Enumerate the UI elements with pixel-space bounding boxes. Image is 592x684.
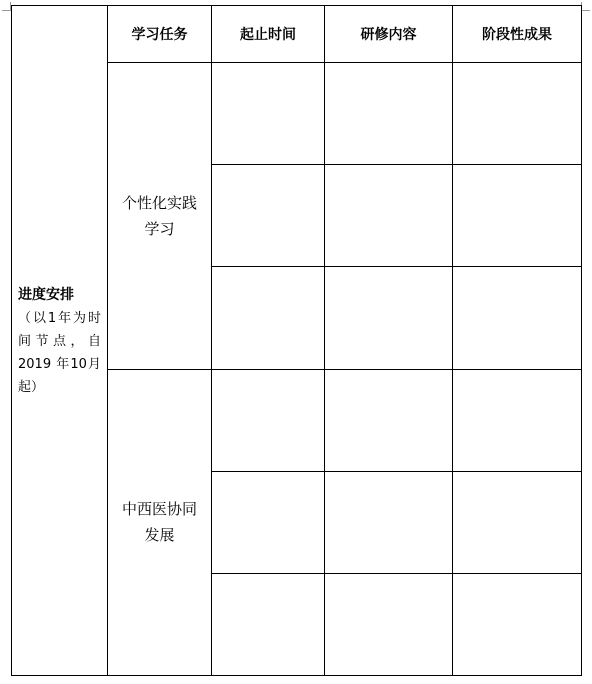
task-label: 个性化实践学习 (121, 193, 197, 238)
result-cell[interactable] (453, 369, 582, 471)
content-cell[interactable] (325, 369, 453, 471)
task-label: 中西医协同发展 (121, 500, 197, 545)
page-corner-mark (2, 2, 11, 11)
header-content: 研修内容 (325, 6, 453, 63)
time-cell[interactable] (212, 471, 325, 573)
header-task: 学习任务 (108, 6, 212, 63)
time-cell[interactable] (212, 165, 325, 267)
content-cell[interactable] (325, 573, 453, 675)
table-header-row (12, 6, 582, 63)
schedule-table (11, 5, 582, 676)
content-cell[interactable] (325, 63, 453, 165)
schedule-side-cell (12, 6, 108, 676)
content-cell[interactable] (325, 267, 453, 369)
header-time: 起止时间 (212, 6, 325, 63)
result-cell[interactable] (453, 573, 582, 675)
result-cell[interactable] (453, 471, 582, 573)
result-cell[interactable] (453, 63, 582, 165)
task-cell (108, 63, 212, 369)
task-cell (108, 369, 212, 676)
header-result: 阶段性成果 (453, 6, 582, 63)
time-cell[interactable] (212, 267, 325, 369)
content-cell[interactable] (325, 165, 453, 267)
schedule-title: 进度安排 (18, 286, 74, 303)
time-cell[interactable] (212, 369, 325, 471)
schedule-note: （以1年为时间节点，自 2019 年10月起） (18, 310, 101, 395)
result-cell[interactable] (453, 165, 582, 267)
time-cell[interactable] (212, 573, 325, 675)
page-corner-mark (581, 2, 590, 11)
content-cell[interactable] (325, 471, 453, 573)
result-cell[interactable] (453, 267, 582, 369)
time-cell[interactable] (212, 63, 325, 165)
